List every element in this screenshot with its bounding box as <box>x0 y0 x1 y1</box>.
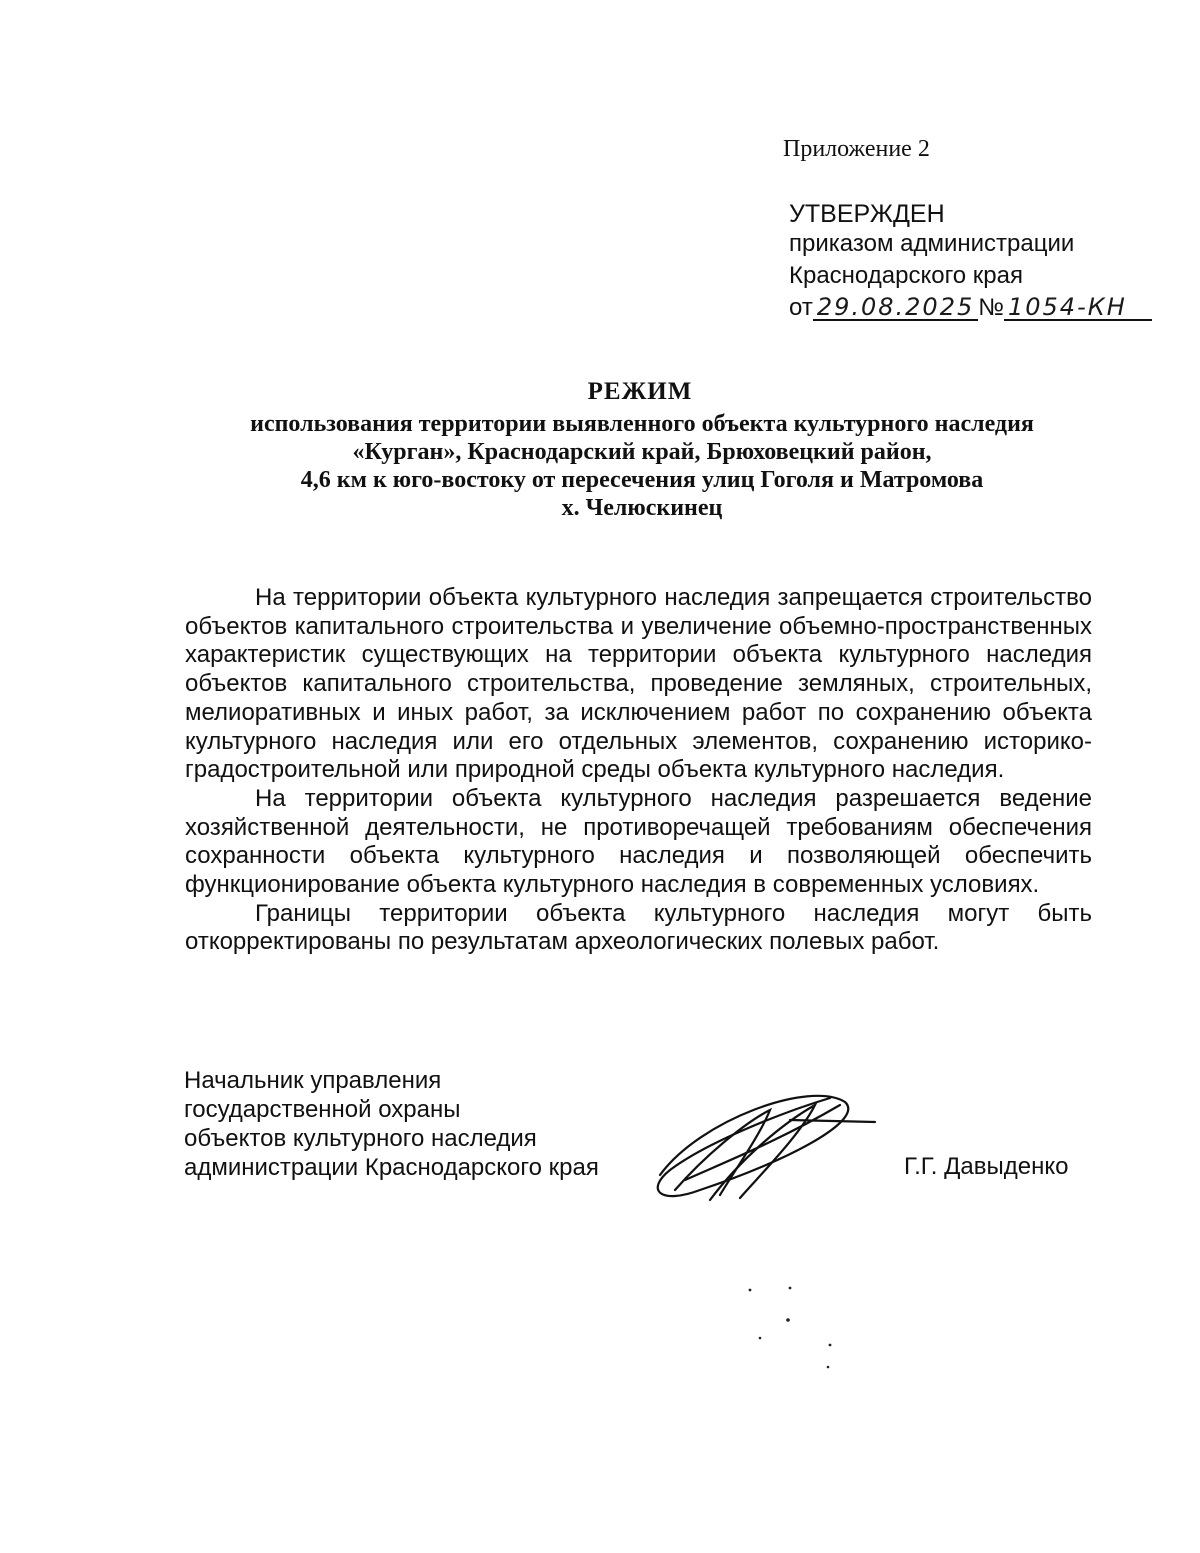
document-title: РЕЖИМ <box>587 378 693 405</box>
handwritten-order-number: 1054-КН <box>1004 295 1152 321</box>
scan-artifact-dots <box>730 1270 850 1380</box>
document-subtitle <box>182 410 1102 522</box>
signer-name: Г.Г. Давыденко <box>904 1153 1069 1180</box>
subtitle-line-4: х. Челюскинец <box>561 495 723 521</box>
appendix-label: Приложение 2 <box>783 136 930 162</box>
signer-position-line-4: администрации Краснодарского края <box>184 1154 599 1181</box>
subtitle-line-3: 4,6 км к юго-востоку от пересечения улиц Гоголя и Матромова <box>300 467 984 493</box>
body-paragraph-1: На территории объекта культурного наследия запрещается строительство объектов капитального строительства и увеличение объемно-пространственных характеристик существующих на территории объекта культурного наследия объектов капитального строительства, проведение земляных, строительных, мелиоративных и иных работ, за исключением работ по сохранению объекта культурного наследия или его отдельных элементов, сохранению историко-градостроительной или природной среды объекта культурного наследия. <box>185 584 1092 784</box>
handwritten-date: 29.08.2025 <box>813 295 978 321</box>
signer-position-line-1: Начальник управления <box>184 1067 442 1094</box>
subtitle-line-1: использования территории выявленного объекта культурного наследия <box>250 411 1034 437</box>
approval-line-2: приказом администрации <box>789 230 1075 257</box>
signer-position-line-3: объектов культурного наследия <box>184 1125 537 1152</box>
approval-heading: УТВЕРЖДЕН <box>789 200 945 228</box>
approval-line-3: Краснодарского края <box>789 262 1023 289</box>
approval-stamp <box>789 198 1152 324</box>
signer-position-line-2: государственной охраны <box>184 1096 461 1123</box>
approval-date-number <box>789 292 1152 324</box>
body-paragraph-2: На территории объекта культурного наследия разрешается ведение хозяйственной деятельности, не противоречащей требованиям обеспечения сохранности объекта культурного наследия и позволяющей обеспечить функционирование объекта культурного наследия в современных условиях. <box>185 784 1092 899</box>
date-prefix: от <box>789 294 813 321</box>
number-prefix: № <box>978 294 1004 321</box>
signer-position <box>184 1066 599 1182</box>
handwritten-signature <box>640 1080 880 1210</box>
subtitle-line-2: «Курган», Краснодарский край, Брюховецкий район, <box>352 439 932 465</box>
document-body <box>185 584 1092 957</box>
body-paragraph-3: Границы территории объекта культурного наследия могут быть откорректированы по результатам археологических полевых работ. <box>185 899 1092 956</box>
